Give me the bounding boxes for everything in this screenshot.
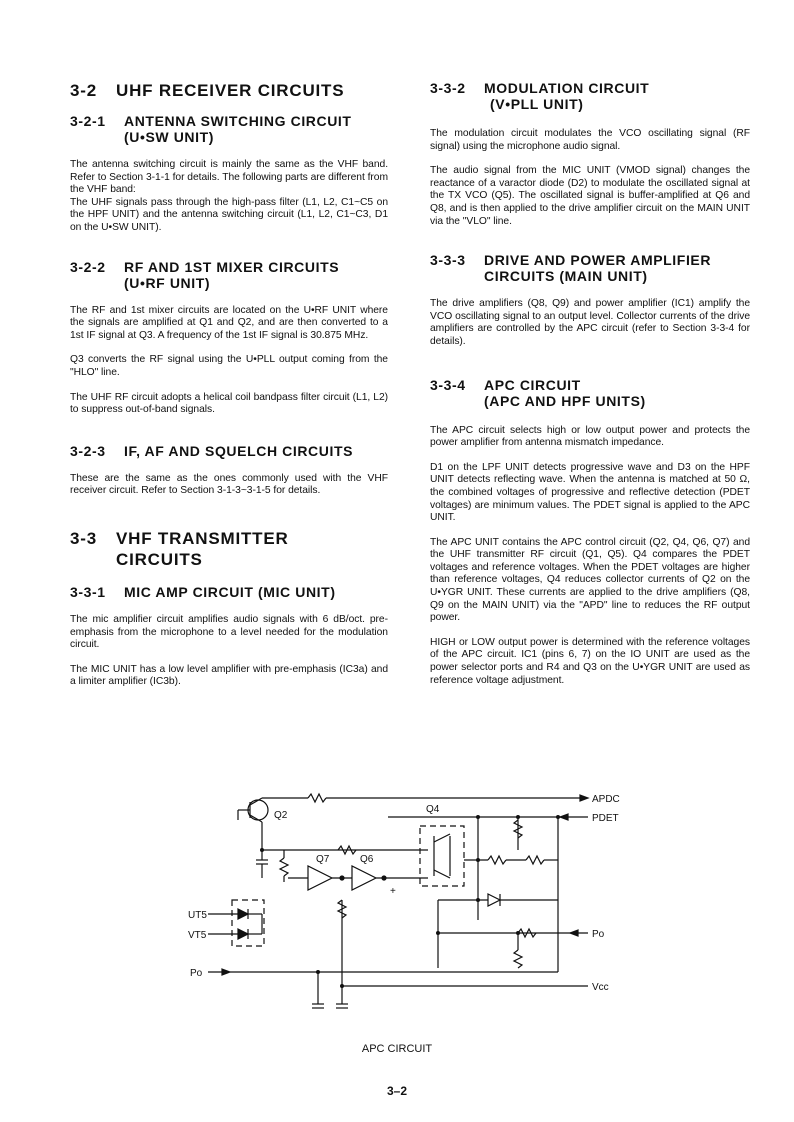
section-3-2-1-para-1: The antenna switching circuit is mainly the same as the VHF band. Refer to Section 3-1-1 for details. The following parts are different from the VHF band: xyxy=(70,159,388,196)
section-3-2-heading: 3-2 UHF RECEIVER CIRCUITS xyxy=(70,81,345,100)
section-3-3-2-para-2: The audio signal from the MIC UNIT (VMOD signal) changes the reactance of a varactor diode (D2) to modulate the oscillated signal at the TX VCO (Q5). The oscillated signal is buffer-amplified at Q6 and Q8, and is then applied to the drive amplifier circuit on the MAIN UNIT via the "VLO" line. xyxy=(430,165,750,227)
label-plus: + xyxy=(390,886,396,897)
section-3-3-3-para-1: The drive amplifiers (Q8, Q9) and power amplifier (IC1) amplify the VCO oscillating signal to an output level. Collector currents of the drive amplifiers are controlled by the APC circuit (refer to Section 3-3-4 for details). xyxy=(430,298,750,347)
label-po-right: Po xyxy=(592,929,605,940)
section-3-3-1-para-2: The MIC UNIT has a low level amplifier with pre-emphasis (IC3a) and a limiter amplifier (IC3b). xyxy=(70,663,388,688)
right-column xyxy=(430,80,750,687)
section-3-2-2-heading: 3-2-2 RF AND 1ST MIXER CIRCUITS (U•RF UNIT) xyxy=(70,258,340,291)
left-column xyxy=(70,80,388,689)
section-3-2-3-heading: 3-2-3 IF, AF AND SQUELCH CIRCUITS xyxy=(70,442,354,459)
section-3-3-2-para-1: The modulation circuit modulates the VCO oscillating signal (RF signal) using the microphone audio signal. xyxy=(430,128,750,152)
section-3-3-4-para-2: D1 on the LPF UNIT detects progressive wave and D3 on the HPF UNIT detects reflecting wave. When the antenna is matched at 50 Ω, the combined voltages of progressive and reflective detection (PDET voltages) are minimum values. The PDET signal is applied to the APC UNIT. xyxy=(430,461,750,524)
section-3-2-2-para-3: The UHF RF circuit adopts a helical coil bandpass filter circuit (L1, L2) to suppress out-of-band signals. xyxy=(70,391,388,416)
section-3-2-1-heading: 3-2-1 ANTENNA SWITCHING CIRCUIT (U•SW UNIT) xyxy=(70,113,352,145)
label-ut5: UT5 xyxy=(188,910,207,921)
label-vt5: VT5 xyxy=(188,930,207,941)
section-3-3-1-para-1: The mic amplifier circuit amplifies audio signals with 6 dB/oct. pre-emphasis from the microphone to a level needed for the modulation circuit. xyxy=(70,613,388,651)
label-q4: Q4 xyxy=(426,804,440,815)
label-q6: Q6 xyxy=(360,854,374,865)
label-apdc: APDC xyxy=(592,794,620,805)
label-q2: Q2 xyxy=(274,810,288,821)
page-number: 3–2 xyxy=(386,1084,408,1098)
section-3-3-4-para-3: The APC UNIT contains the APC control circuit (Q2, Q4, Q6, Q7) and the UHF transmitter RF circuit (Q1, Q5). Q4 compares the PDET voltages and reference voltages. When the PDET voltages are higher than reference voltages, Q4 reduces collector currents of Q2 on the U•YGR UNIT. These currents are applied to the drive amplifiers (Q8, Q9 on the MAIN UNIT) via the "APD" line to reduces the RF output power. xyxy=(430,536,750,624)
section-3-2-2-para-1: The RF and 1st mixer circuits are located on the U•RF UNIT where the signals are amplified at Q1 and Q2, and are then converted to a 1st IF signal at Q3. A frequency of the 1st IF signal is 30.875 MHz. xyxy=(70,304,388,341)
section-3-3-4-para-4: HIGH or LOW output power is determined with the reference voltages of the APC circuit. IC1 (pins 6, 7) on the IO UNIT are used as the power selector ports and R4 and Q3 on the U•YGR UNIT are used as reference voltage adjustment. xyxy=(430,636,750,686)
section-3-3-2-heading: 3-3-2 MODULATION CIRCUIT (V•PLL UNIT) xyxy=(430,80,650,112)
section-3-2-3-para-1: These are the same as the ones commonly used with the VHF receiver circuit. Refer to Section 3-1-3~3-1-5 for details. xyxy=(70,472,388,497)
section-3-3-4-para-1: The APC circuit selects high or low output power and protects the power amplifier from antenna mismatch impedance. xyxy=(430,424,750,449)
section-3-2-1-para-2: The UHF signals pass through the high-pass filter (L1, L2, C1~C5 on the HPF UNIT) and the antenna switching circuit (L1, L2, C1~C3, D1 on the U•SW UNIT). xyxy=(70,196,388,233)
label-pdet: PDET xyxy=(592,813,619,824)
section-3-3-4-heading: 3-3-4 APC CIRCUIT (APC AND HPF UNITS) xyxy=(430,376,646,409)
section-3-3-3-heading: 3-3-3 DRIVE AND POWER AMPLIFIER CIRCUITS (MAIN UNIT) xyxy=(430,252,712,285)
diagram-caption: APC CIRCUIT xyxy=(361,1043,433,1055)
section-3-3-1-heading: 3-3-1 MIC AMP CIRCUIT (MIC UNIT) xyxy=(70,583,336,600)
q2-transistor-symbol xyxy=(248,800,268,820)
section-3-3-heading: 3-3 VHF TRANSMITTER CIRCUITS xyxy=(70,528,289,569)
label-po-left: Po xyxy=(190,968,203,979)
label-q7: Q7 xyxy=(316,854,330,865)
label-vcc: Vcc xyxy=(592,982,609,993)
apc-circuit-diagram xyxy=(188,790,628,1030)
section-3-2-2-para-2: Q3 converts the RF signal using the U•PLL output coming from the "HLO" line. xyxy=(70,354,388,378)
